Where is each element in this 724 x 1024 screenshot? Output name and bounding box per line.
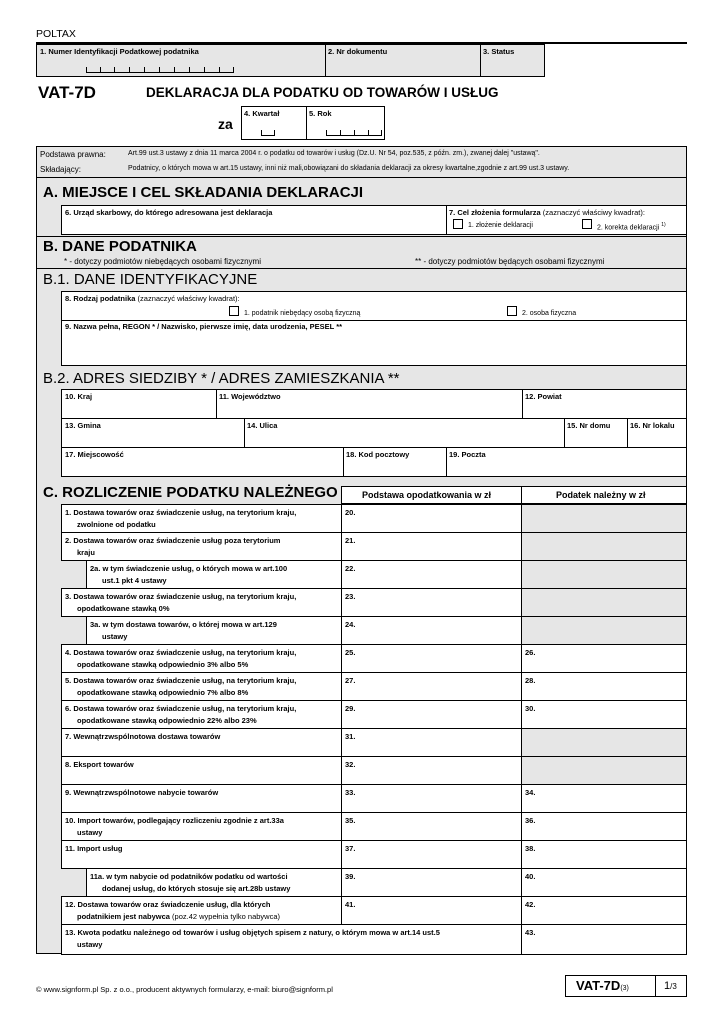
tax-row xyxy=(61,588,687,616)
tax-office-label: 6. Urząd skarbowy, do którego adresowana jest deklaracja xyxy=(65,208,273,217)
tax-base-input[interactable] xyxy=(341,785,521,813)
section-b2-title: B.2. ADRES SIEDZIBY * / ADRES ZAMIESZKANIA ** xyxy=(43,370,400,387)
tax-base-input[interactable] xyxy=(341,617,521,645)
section-a-title: A. MIEJSCE I CEL SKŁADANIA DEKLARACJI xyxy=(43,184,364,201)
field-number: 31. xyxy=(345,732,356,741)
field-number: 42. xyxy=(525,900,536,909)
row-description: 2. Dostawa towarów oraz świadczenie usług poza terytorium kraju xyxy=(65,536,281,557)
field-number: 21. xyxy=(345,536,356,545)
legal-basis-label: Podstawa prawna: xyxy=(40,150,106,159)
house-number-label: 15. Nr domu xyxy=(567,421,611,430)
row-description: 11a. w tym nabycie od podatników podatku od wartości dodanej usług, do których stosuje się art.28b ustawy xyxy=(90,872,291,893)
tax-row xyxy=(61,532,687,560)
tax-base-input[interactable] xyxy=(341,757,521,785)
tax-row xyxy=(61,840,687,868)
row-description: 9. Wewnątrzwspólnotowe nabycie towarów xyxy=(65,788,219,797)
field-number: 24. xyxy=(345,620,356,629)
filers-text: Podatnicy, o których mowa w art.15 ustawy, inni niż mali,obowiązani do składania deklaracji za okresy kwartalne,zgodnie z art.99 ust.3 ustawy. xyxy=(128,165,570,172)
purpose-filing-label: 1. złożenie deklaracji xyxy=(468,222,533,229)
apartment-number-label: 16. Nr lokalu xyxy=(630,421,675,430)
field-number: 36. xyxy=(525,816,536,825)
page-number: 1/3 xyxy=(664,980,677,992)
row-description: 12. Dostawa towarów oraz świadczenie usług, dla których podatnikiem jest nabywca (poz.42 wypełnia tylko nabywca) xyxy=(65,900,281,921)
full-name-input[interactable] xyxy=(62,332,686,365)
quarter-input[interactable] xyxy=(261,130,275,136)
commune-label: 13. Gmina xyxy=(65,421,101,430)
postal-code-label: 18. Kod pocztowy xyxy=(346,450,410,459)
post-office-label: 19. Poczta xyxy=(449,450,486,459)
district-label: 12. Powiat xyxy=(525,392,562,401)
field-number: 37. xyxy=(345,844,356,853)
field-number: 39. xyxy=(345,872,356,881)
field-number: 28. xyxy=(525,676,536,685)
tax-row xyxy=(61,784,687,812)
tax-row xyxy=(61,756,687,784)
tax-base-input[interactable] xyxy=(341,561,521,589)
footer-form-code: VAT-7D(3) xyxy=(576,978,629,993)
tax-due-input xyxy=(522,617,686,645)
tax-due-column-header: Podatek należny w zł xyxy=(556,490,646,500)
tax-row xyxy=(61,644,687,672)
row-description: 4. Dostawa towarów oraz świadczenie usług, na terytorium kraju, opodatkowane stawką odpowiednio 3% albo 5% xyxy=(65,648,297,669)
field-number: 27. xyxy=(345,676,356,685)
purpose-correction-label: 2. korekta deklaracji $^{1)}$ xyxy=(597,222,666,232)
type-individual-label: 2. osoba fizyczna xyxy=(522,310,577,317)
tax-due-input[interactable] xyxy=(522,785,686,813)
row-description: 10. Import towarów, podlegający rozliczeniu zgodnie z art.33a ustawy xyxy=(65,816,284,837)
note-individual: ** - dotyczy podmiotów będących osobami fizycznymi xyxy=(415,257,605,266)
filers-label: Składający: xyxy=(40,165,81,174)
tax-due-input xyxy=(522,729,686,757)
tax-base-input[interactable] xyxy=(341,673,521,701)
tax-due-input xyxy=(522,561,686,589)
tax-due-input xyxy=(522,589,686,617)
form-code: VAT-7D xyxy=(38,83,96,102)
tax-row xyxy=(61,672,687,700)
row-description: 3. Dostawa towarów oraz świadczenie usług, na terytorium kraju, opodatkowane stawką 0% xyxy=(65,592,297,613)
type-non-individual-label: 1. podatnik niebędący osobą fizyczną xyxy=(244,310,361,317)
field-number: 23. xyxy=(345,592,356,601)
tax-base-input[interactable] xyxy=(341,869,521,897)
row-description: 13. Kwota podatku należnego od towarów i usług objętych spisem z natury, o którym mowa w art.14 ust.5 ustawy xyxy=(65,928,440,949)
quarter-label: 4. Kwartał xyxy=(244,109,280,118)
footer-credit: © www.signform.pl Sp. z o.o., producent aktywnych formularzy, e-mail: biuro@signform.pl xyxy=(36,985,333,994)
field-number: 30. xyxy=(525,704,536,713)
tax-row xyxy=(61,896,687,924)
section-b1-title: B.1. DANE IDENTYFIKACYJNE xyxy=(43,271,258,288)
field-number: 26. xyxy=(525,648,536,657)
row-description: 11. Import usług xyxy=(65,844,123,853)
tax-base-input[interactable] xyxy=(341,841,521,869)
tax-base-column-header: Podstawa opodatkowania w zł xyxy=(362,490,492,500)
note-non-individual: * - dotyczy podmiotów niebędących osobami fizycznymi xyxy=(64,257,261,266)
field-number: 20. xyxy=(345,508,356,517)
tax-row xyxy=(61,868,687,896)
form-title: DEKLARACJA DLA PODATKU OD TOWARÓW I USŁUG xyxy=(146,85,499,100)
year-input[interactable] xyxy=(326,130,382,136)
row-description: 3a. w tym dostawa towarów, o której mowa w art.129 ustawy xyxy=(90,620,277,641)
nip-input[interactable] xyxy=(86,67,234,73)
row-description: 5. Dostawa towarów oraz świadczenie usług, na terytorium kraju, opodatkowane stawką odpowiednio 7% albo 8% xyxy=(65,676,297,697)
type-individual-checkbox[interactable] xyxy=(507,306,517,316)
nip-label: 1. Numer Identyfikacji Podatkowej podatnika xyxy=(40,47,199,56)
field-number: 22. xyxy=(345,564,356,573)
voivodeship-label: 11. Województwo xyxy=(219,392,281,401)
tax-row xyxy=(61,504,687,532)
tax-row xyxy=(61,728,687,756)
purpose-label: 7. Cel złożenia formularza (zaznaczyć właściwy kwadrat): xyxy=(449,208,645,217)
address-fields xyxy=(61,389,687,477)
tax-row xyxy=(61,812,687,840)
tax-base-input[interactable] xyxy=(341,645,521,673)
tax-row xyxy=(61,616,687,644)
field-number: 34. xyxy=(525,788,536,797)
row-description: 2a. w tym świadczenie usług, o których mowa w art.100 ust.1 pkt 4 ustawy xyxy=(90,564,288,585)
purpose-filing-checkbox[interactable] xyxy=(453,219,463,229)
tax-base-input[interactable] xyxy=(341,701,521,729)
field-number: 29. xyxy=(345,704,356,713)
tax-due-input[interactable] xyxy=(522,841,686,869)
street-label: 14. Ulica xyxy=(247,421,278,430)
document-number-label: 2. Nr dokumentu xyxy=(328,47,388,56)
tax-due-input xyxy=(522,757,686,785)
city-label: 17. Miejscowość xyxy=(65,450,124,459)
tax-base-input[interactable] xyxy=(341,589,521,617)
field-number: 25. xyxy=(345,648,356,657)
tax-base-input[interactable] xyxy=(341,813,521,841)
field-number: 33. xyxy=(345,788,356,797)
tax-row xyxy=(61,560,687,588)
status-label: 3. Status xyxy=(483,47,515,56)
field-number: 40. xyxy=(525,872,536,881)
full-name-label: 9. Nazwa pełna, REGON * / Nazwisko, pierwsze imię, data urodzenia, PESEL ** xyxy=(65,322,343,331)
tax-row xyxy=(61,924,687,954)
purpose-correction-checkbox[interactable] xyxy=(582,219,592,229)
taxpayer-type-label: 8. Rodzaj podatnika (zaznaczyć właściwy kwadrat): xyxy=(65,294,240,303)
section-b-title: B. DANE PODATNIKA xyxy=(43,238,197,255)
field-number: 35. xyxy=(345,816,356,825)
tax-due-input[interactable] xyxy=(522,897,686,925)
tax-due-input[interactable] xyxy=(522,869,686,897)
tax-base-input[interactable] xyxy=(341,533,521,561)
tax-due-input xyxy=(522,505,686,533)
tax-base-input[interactable] xyxy=(341,505,521,533)
period-za-label: za xyxy=(218,116,233,132)
field-number: 32. xyxy=(345,760,356,769)
country-label: 10. Kraj xyxy=(65,392,93,401)
row-description: 8. Eksport towarów xyxy=(65,760,134,769)
type-non-individual-checkbox[interactable] xyxy=(229,306,239,316)
row-description: 1. Dostawa towarów oraz świadczenie usług, na terytorium kraju, zwolnione od podatku xyxy=(65,508,297,529)
row-description: 6. Dostawa towarów oraz świadczenie usług, na terytorium kraju, opodatkowane stawką odpowiednio 22% albo 23% xyxy=(65,704,297,725)
tax-due-input xyxy=(522,533,686,561)
tax-base-input[interactable] xyxy=(341,897,521,925)
tax-due-input[interactable] xyxy=(522,701,686,729)
tax-due-input[interactable] xyxy=(522,673,686,701)
legal-basis-text: Art.99 ust.3 ustawy z dnia 11 marca 2004 r. o podatku od towarów i usług (Dz.U. Nr 54, poz.535, z późn. zm.), zwanej dalej "ustawą". xyxy=(128,150,540,157)
tax-due-input[interactable] xyxy=(522,645,686,673)
section-c-title: C. ROZLICZENIE PODATKU NALEŻNEGO xyxy=(43,484,338,501)
year-label: 5. Rok xyxy=(309,109,332,118)
publisher-label: POLTAX xyxy=(36,28,76,40)
field-number: 38. xyxy=(525,844,536,853)
row-description: 7. Wewnątrzwspólnotowa dostawa towarów xyxy=(65,732,221,741)
tax-row xyxy=(61,700,687,728)
tax-due-input[interactable] xyxy=(522,925,686,955)
field-number: 43. xyxy=(525,928,536,937)
tax-due-input[interactable] xyxy=(522,813,686,841)
field-number: 41. xyxy=(345,900,356,909)
tax-base-input[interactable] xyxy=(341,729,521,757)
